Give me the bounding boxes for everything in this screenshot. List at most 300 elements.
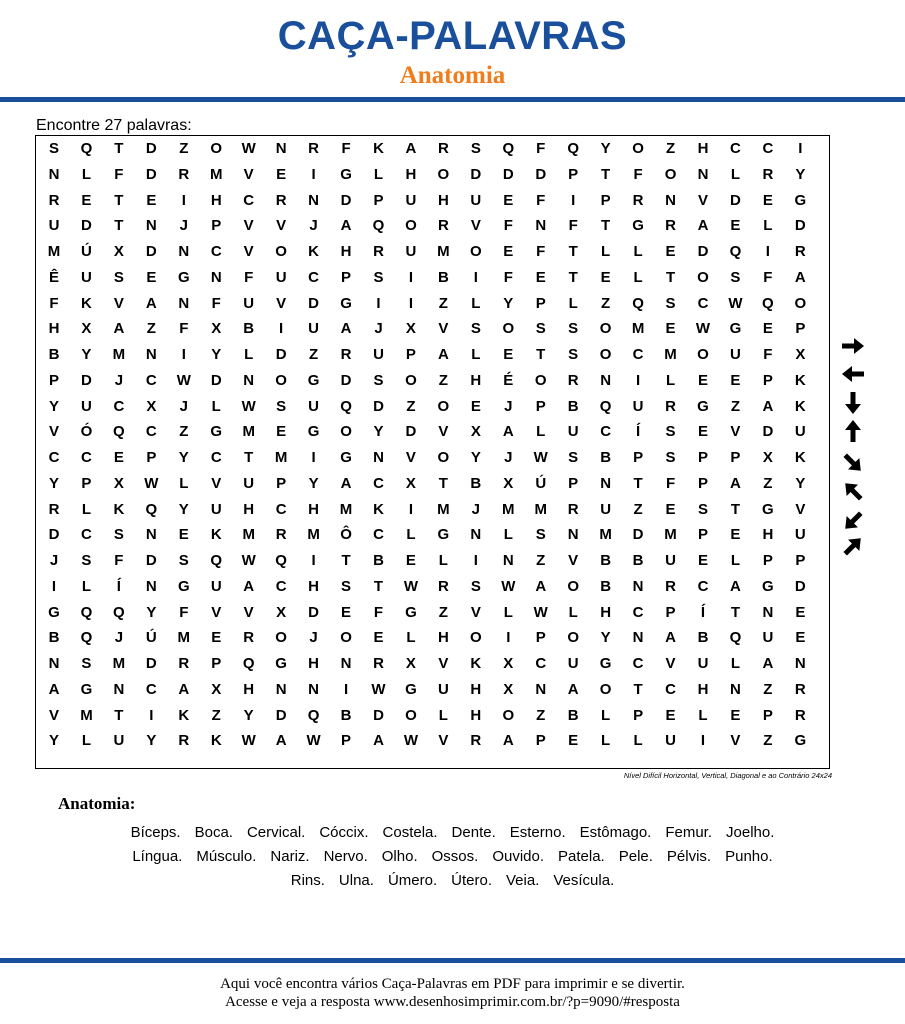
- grid-letter: P: [211, 217, 222, 235]
- grid-letter: S: [568, 320, 579, 338]
- grid-letter: F: [536, 243, 546, 260]
- grid-letter: X: [503, 474, 514, 492]
- grid-letter: I: [181, 346, 186, 363]
- grid-letter: X: [405, 474, 416, 492]
- grid-letter: I: [343, 680, 349, 698]
- grid-letter: Y: [600, 140, 611, 157]
- grid-letter: L: [81, 732, 92, 750]
- grid-letter: I: [51, 577, 57, 595]
- grid-letter: T: [730, 500, 741, 518]
- grid-letter: S: [81, 552, 92, 569]
- grid-letter: C: [81, 526, 92, 544]
- grid-letter: L: [568, 603, 578, 621]
- grid-letter: H: [470, 371, 482, 389]
- grid-letter: P: [276, 474, 287, 492]
- grid-letter: E: [276, 165, 287, 183]
- grid-letter: V: [730, 423, 741, 441]
- grid-letter: E: [535, 268, 546, 286]
- grid-letter: C: [113, 397, 125, 415]
- word-list-item: Pele.: [618, 848, 653, 865]
- grid-letter: C: [275, 577, 287, 595]
- grid-letter: D: [145, 552, 157, 569]
- grid-letter: T: [601, 165, 611, 183]
- bottom-divider: [0, 958, 905, 963]
- grid-letter: A: [697, 217, 709, 235]
- grid-letter: S: [697, 500, 708, 518]
- grid-letter: D: [340, 191, 352, 209]
- grid-letter: O: [340, 423, 352, 441]
- grid-letter: I: [311, 552, 316, 569]
- grid-letter: L: [406, 629, 416, 647]
- grid-letter: C: [275, 500, 287, 518]
- grid-letter: E: [697, 552, 708, 569]
- grid-letter: Z: [763, 680, 773, 698]
- word-list-item: Nariz.: [270, 848, 310, 865]
- grid-letter: N: [470, 526, 482, 544]
- grid-letter: D: [794, 577, 806, 595]
- grid-letter: P: [795, 552, 806, 569]
- grid-letter: A: [665, 629, 676, 647]
- grid-letter: O: [470, 629, 482, 647]
- grid-letter: K: [210, 526, 222, 544]
- grid-letter: I: [181, 191, 186, 209]
- grid-letter: A: [340, 474, 352, 492]
- grid-letter: D: [145, 243, 157, 260]
- grid-letter: B: [48, 629, 60, 647]
- grid-letter: B: [437, 268, 449, 286]
- grid-letter: D: [145, 165, 157, 183]
- grid-letter: B: [632, 552, 644, 569]
- grid-letter: E: [730, 706, 741, 724]
- grid-letter: W: [403, 577, 419, 595]
- word-list-item: Rins.: [290, 872, 325, 889]
- grid-letter: U: [405, 243, 417, 260]
- word-list-item: Costela.: [382, 824, 438, 841]
- grid-letter: D: [308, 603, 320, 621]
- grid-letter: S: [665, 423, 676, 441]
- grid-letter: B: [567, 706, 579, 724]
- footer-line-1: Aqui você encontra vários Caça-Palavras em PDF para imprimir e se divertir.: [220, 976, 685, 992]
- grid-letter: E: [113, 449, 124, 466]
- grid-letter: U: [470, 191, 482, 209]
- grid-letter: U: [81, 397, 92, 415]
- grid-letter: I: [279, 320, 284, 338]
- grid-letter: C: [81, 449, 92, 466]
- grid-letter: K: [210, 732, 222, 750]
- grid-letter: Í: [116, 577, 121, 595]
- grid-letter: N: [178, 243, 190, 260]
- grid-letter: D: [48, 526, 60, 544]
- word-list-item: Músculo.: [196, 848, 257, 865]
- grid-letter: F: [114, 165, 124, 183]
- grid-letter: M: [437, 243, 450, 260]
- grid-letter: Q: [372, 217, 385, 235]
- grid-letter: F: [536, 140, 546, 157]
- grid-letter: O: [534, 371, 547, 389]
- grid-letter: H: [470, 706, 482, 724]
- grid-letter: G: [405, 603, 417, 621]
- grid-letter: L: [81, 500, 92, 518]
- word-list-item: Bíceps.: [130, 824, 181, 841]
- grid-letter: D: [405, 423, 417, 441]
- grid-letter: R: [48, 191, 60, 209]
- grid-letter: Q: [113, 423, 125, 441]
- grid-letter: R: [178, 732, 190, 750]
- grid-letter: T: [730, 603, 741, 621]
- grid-letter: F: [503, 217, 513, 235]
- grid-letter: M: [242, 526, 255, 544]
- grid-letter: E: [211, 629, 222, 647]
- grid-letter: Q: [632, 294, 644, 312]
- grid-letter: W: [306, 732, 321, 750]
- grid-letter: J: [374, 320, 383, 338]
- grid-letter: D: [81, 371, 92, 389]
- grid-letter: V: [211, 603, 222, 621]
- grid-letter: O: [632, 140, 644, 157]
- word-list-row: [0, 848, 905, 865]
- grid-letter: H: [437, 191, 449, 209]
- grid-letter: O: [275, 371, 287, 389]
- grid-letter: G: [697, 397, 709, 415]
- grid-letter: U: [730, 346, 741, 363]
- grid-letter: K: [373, 140, 384, 157]
- grid-letter: D: [632, 526, 644, 544]
- grid-letter: C: [762, 140, 774, 157]
- grid-letter: R: [437, 140, 449, 157]
- grid-letter: P: [730, 449, 741, 466]
- word-list-item: Joelho.: [726, 824, 775, 841]
- grid-letter: W: [241, 552, 256, 569]
- grid-letter: D: [373, 706, 384, 724]
- grid-letter: L: [730, 165, 741, 183]
- grid-letter: L: [81, 577, 92, 595]
- grid-letter: B: [470, 474, 482, 492]
- grid-letter: P: [341, 268, 352, 286]
- grid-letter: L: [373, 165, 384, 183]
- grid-letter: L: [438, 552, 448, 569]
- grid-letter: U: [243, 474, 255, 492]
- grid-letter: Z: [146, 320, 156, 338]
- grid-letter: I: [376, 294, 381, 312]
- grid-letter: V: [568, 552, 579, 569]
- grid-letter: H: [762, 526, 774, 544]
- grid-letter: C: [48, 449, 60, 466]
- grid-letter: Z: [179, 140, 189, 157]
- grid-letter: W: [241, 397, 256, 415]
- grid-letter: T: [114, 191, 124, 209]
- grid-letter: O: [405, 706, 417, 724]
- grid-letter: V: [243, 243, 254, 260]
- grid-letter: M: [664, 346, 677, 363]
- grid-letter: R: [470, 732, 482, 750]
- grid-letter: C: [632, 655, 644, 672]
- grid-letter: R: [437, 217, 449, 235]
- grid-letter: N: [600, 474, 612, 492]
- grid-letter: F: [763, 268, 773, 286]
- grid-letter: A: [567, 680, 579, 698]
- grid-letter: P: [568, 165, 579, 183]
- grid-letter: L: [730, 655, 741, 672]
- grid-letter: Z: [536, 706, 546, 724]
- grid-letter: P: [211, 655, 222, 672]
- grid-letter: O: [340, 629, 352, 647]
- grid-letter: L: [665, 371, 676, 389]
- grid-letter: X: [81, 320, 92, 338]
- grid-letter: I: [408, 500, 414, 518]
- grid-letter: A: [535, 577, 547, 595]
- grid-letter: M: [177, 629, 191, 647]
- grid-letter: O: [794, 294, 807, 312]
- grid-letter: A: [373, 732, 384, 750]
- grid-letter: N: [340, 655, 352, 672]
- grid-letter: P: [762, 371, 773, 389]
- grid-letter: Z: [309, 346, 319, 363]
- page-subtitle: Anatomia: [399, 62, 506, 89]
- grid-letter: E: [503, 346, 514, 363]
- grid-letter: Z: [665, 140, 676, 157]
- grid-letter: U: [405, 191, 417, 209]
- grid-letter: V: [795, 500, 806, 518]
- grid-letter: C: [373, 526, 384, 544]
- grid-letter: E: [697, 423, 708, 441]
- grid-letter: O: [437, 449, 450, 466]
- grid-letter: G: [340, 294, 352, 312]
- grid-letter: U: [600, 500, 612, 518]
- grid-letter: O: [599, 320, 612, 338]
- grid-letter: U: [665, 552, 676, 569]
- grid-letter: N: [535, 217, 547, 235]
- grid-letter: D: [308, 294, 320, 312]
- grid-letter: R: [178, 655, 190, 672]
- grid-letter: R: [340, 346, 352, 363]
- grid-letter: J: [504, 397, 513, 415]
- arrow-up-left-icon: [840, 478, 866, 504]
- grid-letter: N: [145, 217, 157, 235]
- grid-letter: A: [502, 732, 514, 750]
- grid-letter: X: [405, 320, 416, 338]
- grid-letter: W: [501, 577, 516, 595]
- grid-letter: E: [730, 217, 741, 235]
- grid-letter: B: [340, 706, 352, 724]
- grid-letter: Y: [146, 732, 157, 750]
- grid-letter: L: [633, 268, 643, 286]
- grid-letter: N: [762, 603, 774, 621]
- grid-letter: Y: [243, 706, 254, 724]
- grid-letter: L: [601, 243, 611, 260]
- grid-letter: K: [178, 706, 190, 724]
- grid-letter: A: [48, 680, 60, 698]
- grid-letter: L: [406, 526, 416, 544]
- grid-letter: F: [179, 603, 189, 621]
- grid-letter: L: [601, 706, 611, 724]
- grid-letter: M: [437, 500, 450, 518]
- grid-letter: I: [473, 268, 478, 286]
- grid-letter: D: [145, 655, 157, 672]
- grid-letter: E: [405, 552, 416, 569]
- grid-letter: Q: [502, 140, 515, 157]
- grid-letter: N: [145, 346, 157, 363]
- grid-letter: U: [81, 268, 92, 286]
- grid-letter: R: [243, 629, 255, 647]
- grid-letter: B: [48, 346, 60, 363]
- grid-letter: J: [504, 449, 513, 466]
- grid-letter: H: [243, 680, 255, 698]
- grid-letter: Q: [567, 140, 580, 157]
- grid-letter: M: [599, 526, 612, 544]
- grid-letter: F: [211, 294, 221, 312]
- grid-letter: U: [794, 423, 806, 441]
- grid-letter: E: [730, 371, 741, 389]
- grid-letter: X: [762, 449, 773, 466]
- grid-letter: G: [632, 217, 644, 235]
- grid-letter: S: [373, 371, 384, 389]
- grid-letter: W: [695, 320, 711, 338]
- grid-letter: N: [535, 680, 547, 698]
- grid-letter: W: [241, 140, 256, 157]
- grid-letter: G: [794, 191, 807, 209]
- grid-letter: E: [146, 191, 157, 209]
- grid-letter: W: [144, 474, 159, 492]
- grid-letter: B: [243, 320, 255, 338]
- grid-letter: A: [762, 397, 774, 415]
- grid-letter: G: [340, 165, 352, 183]
- grid-letter: Y: [795, 165, 806, 183]
- grid-letter: A: [730, 474, 741, 492]
- grid-letter: P: [373, 191, 384, 209]
- grid-letter: S: [665, 449, 676, 466]
- grid-letter: O: [502, 320, 515, 338]
- grid-letter: Q: [113, 603, 125, 621]
- grid-letter: N: [275, 680, 287, 698]
- word-list-item: Femur.: [665, 824, 713, 841]
- word-list-item: Vesícula.: [553, 872, 615, 889]
- grid-letter: H: [48, 320, 60, 338]
- grid-letter: E: [81, 191, 92, 209]
- grid-letter: P: [762, 552, 773, 569]
- grid-letter: V: [470, 217, 481, 235]
- grid-letter: U: [113, 732, 125, 750]
- grid-letter: L: [633, 243, 643, 260]
- grid-letter: C: [145, 371, 157, 389]
- grid-letter: L: [633, 732, 643, 750]
- grid-letter: Y: [211, 346, 222, 363]
- grid-letter: L: [763, 217, 773, 235]
- grid-letter: T: [114, 217, 124, 235]
- instruction-text: Encontre 27 palavras:: [36, 117, 192, 134]
- grid-letter: Y: [795, 474, 806, 492]
- grid-letter: Z: [536, 552, 546, 569]
- grid-letter: Z: [438, 371, 448, 389]
- grid-letter: Í: [636, 423, 641, 441]
- grid-letter: T: [438, 474, 448, 492]
- grid-letter: J: [309, 629, 318, 647]
- grid-letter: Z: [763, 732, 773, 750]
- word-list-row: [0, 872, 905, 889]
- grid-letter: N: [145, 526, 157, 544]
- grid-letter: E: [568, 732, 579, 750]
- grid-letter: C: [697, 294, 709, 312]
- grid-letter: G: [340, 449, 352, 466]
- grid-letter: R: [373, 243, 384, 260]
- grid-letter: H: [697, 680, 709, 698]
- grid-letter: R: [437, 577, 449, 595]
- grid-letter: V: [211, 474, 222, 492]
- grid-letter: V: [48, 423, 59, 441]
- grid-letter: M: [47, 243, 61, 260]
- grid-letter: D: [275, 346, 287, 363]
- grid-letter: G: [405, 680, 417, 698]
- grid-letter: C: [600, 423, 612, 441]
- grid-letter: O: [502, 706, 515, 724]
- grid-letter: V: [243, 217, 254, 235]
- grid-letter: M: [534, 500, 547, 518]
- grid-letter: T: [633, 680, 643, 698]
- word-list-item: Veia.: [506, 872, 540, 889]
- grid-letter: R: [762, 165, 774, 183]
- grid-letter: A: [178, 680, 190, 698]
- grid-letter: H: [308, 500, 320, 518]
- grid-letter: Ú: [535, 474, 547, 492]
- grid-letter: O: [697, 268, 709, 286]
- grid-letter: D: [697, 243, 709, 260]
- grid-letter: O: [599, 680, 612, 698]
- grid-letter: U: [243, 294, 255, 312]
- grid-letter: A: [730, 577, 741, 595]
- direction-legend: [832, 333, 872, 569]
- grid-letter: Y: [470, 449, 481, 466]
- grid-letter: P: [633, 706, 644, 724]
- grid-letter: H: [210, 191, 222, 209]
- grid-letter: A: [437, 346, 449, 363]
- grid-letter: Y: [178, 449, 189, 466]
- footer-line-2: Acesse e veja a resposta www.desenhosimprimir.com.br/?p=9090/#resposta: [225, 994, 680, 1010]
- grid-letter: G: [794, 732, 807, 750]
- grid-letter: E: [503, 191, 514, 209]
- grid-letter: I: [765, 243, 770, 260]
- word-list-item: Cóccix.: [319, 824, 369, 841]
- grid-letter: X: [211, 320, 222, 338]
- grid-letter: H: [308, 577, 320, 595]
- grid-letter: C: [730, 140, 741, 157]
- grid-letter: Q: [762, 294, 774, 312]
- grid-letter: L: [244, 346, 254, 363]
- grid-letter: Z: [763, 474, 773, 492]
- grid-letter: G: [307, 423, 320, 441]
- grid-letter: N: [275, 140, 287, 157]
- grid-letter: P: [405, 346, 416, 363]
- grid-letter: F: [49, 294, 59, 312]
- grid-letter: R: [794, 243, 806, 260]
- grid-letter: E: [600, 268, 611, 286]
- grid-letter: C: [210, 243, 222, 260]
- grid-letter: S: [81, 655, 92, 672]
- grid-letter: Y: [48, 397, 59, 415]
- grid-letter: I: [473, 552, 478, 569]
- grid-letter: D: [794, 217, 806, 235]
- grid-letter: Y: [48, 474, 59, 492]
- grid-letter: G: [48, 603, 60, 621]
- grid-letter: O: [437, 397, 450, 415]
- grid-letter: D: [145, 140, 157, 157]
- grid-letter: X: [503, 680, 514, 698]
- grid-letter: P: [568, 474, 579, 492]
- grid-letter: V: [243, 603, 254, 621]
- grid-letter: L: [471, 294, 481, 312]
- arrow-up-right-icon: [840, 533, 866, 559]
- word-list-item: Pélvis.: [666, 848, 712, 865]
- word-list-item: Olho.: [381, 848, 418, 865]
- grid-letter: G: [275, 655, 287, 672]
